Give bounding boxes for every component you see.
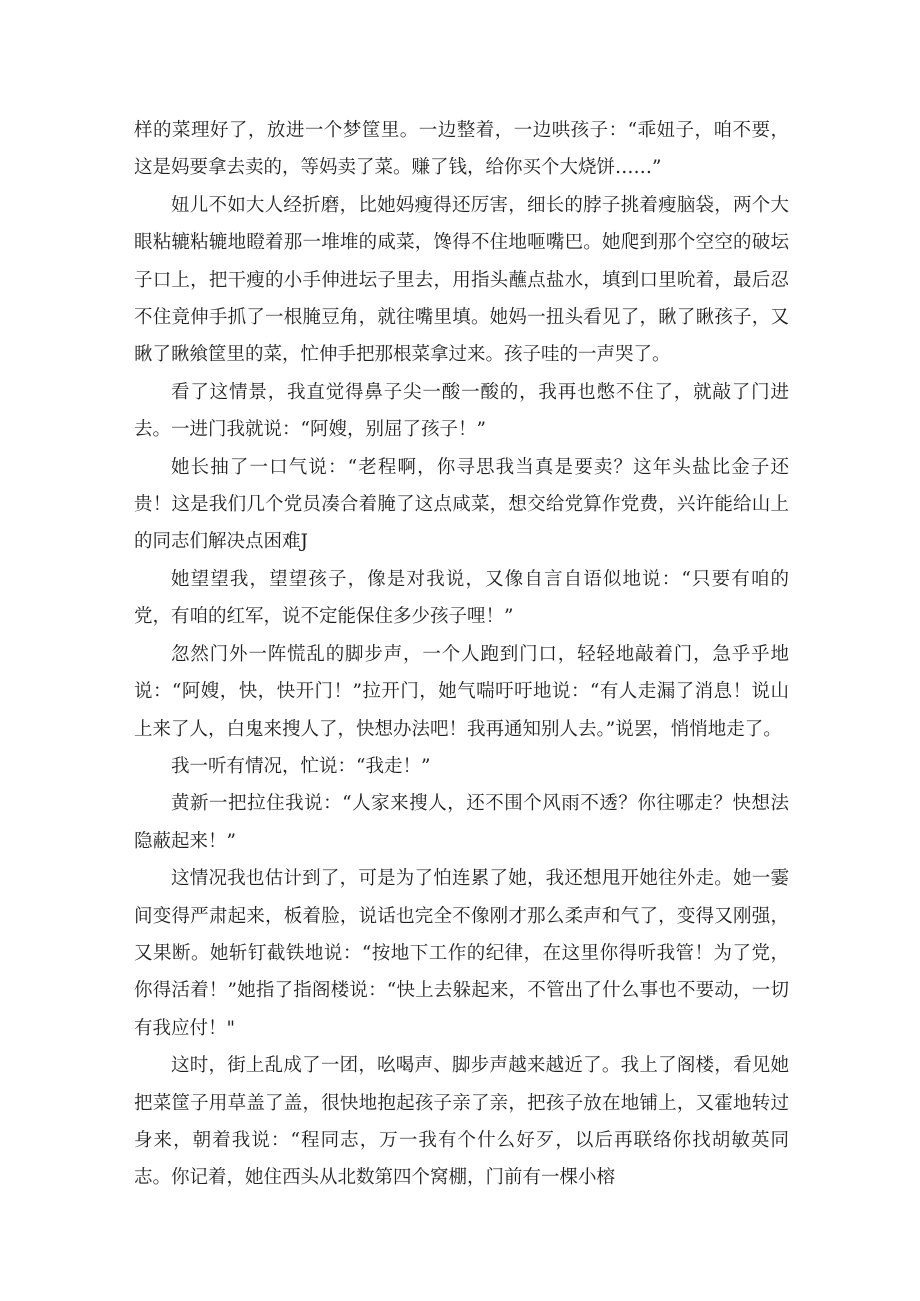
paragraph-i-go: 我一听有情况，忙说：“我走！” <box>171 755 431 777</box>
paragraph-niuer: 妞儿不如大人经折磨，比她妈瘦得还厉害，细长的脖子挑着瘦脑袋，两个大眼粘辘粘辘地瞪着那一堆堆的咸菜，馋得不住地咂嘴巴。她爬到那个空空的破坛子口上，把干瘦的小手伸进坛子里去，用指头蘸点盐水，填到口里吮着，最后忍不住竟伸手抓了一根腌豆角，就往嘴里填。她妈一扭头看见了，瞅了瞅孩子，又瞅了瞅飨筐里的菜，忙伸手把那根菜拿过来。孩子哇的一声哭了。 <box>134 194 789 366</box>
paragraph-party-dues: 她长抽了一口气说：“老程啊，你寻思我当真是要卖？这年头盐比金子还贵！这是我们几个党员凑合着腌了这点咸菜，想交给党算作党费，兴许能给山上的同志们解决点困难J <box>134 456 789 553</box>
paragraph-knock-door: 看了这情景，我直觉得鼻子尖一酸一酸的，我再也憋不住了，就敲了门进去。一进门我就说：“阿嫂，别屈了孩子！” <box>134 381 789 441</box>
paragraph-footsteps: 忽然门外一阵慌乱的脚步声，一个人跑到门口，轻轻地敲着门，急乎乎地说：“阿嫂，快，快开门！”拉开门，她气喘吁吁地说：“有人走漏了消息！说山上来了人，白鬼来搜人了，快想办法吧！我再通知别人去。”说罢，悄悄地走了。 <box>134 643 789 740</box>
body-text <box>134 112 789 1197</box>
paragraph-only-party: 她望望我，望望孩子，像是对我说，又像自言自语似地说：“只要有咱的党，有咱的红军，说不定能保住多少孩子哩！” <box>134 568 789 628</box>
paragraph-attic: 这时，街上乱成了一团，吆喝声、脚步声越来越近了。我上了阁楼，看见她把菜筐子用草盖了盖，很快地抱起孩子亲了亲，把孩子放在地铺上，又霍地转过身来，朝着我说：“程同志，万一我有个什么好歹，以后再联络你找胡敏英同志。你记着，她住西头从北数第四个窝棚，门前有一棵小榕 <box>134 1055 789 1189</box>
paragraph-discipline: 这情况我也估计到了，可是为了怕连累了她，我还想甩开她往外走。她一霎间变得严肃起来，板着脸，说话也完全不像刚才那么柔声和气了，变得又刚强，又果断。她斩钉截铁地说：“按地下工作的纪律，在这里你得听我管！为了党，你得活着！”她指了指阁楼说：“快上去躲起来，不管出了什么事也不要动，一切有我应付！" <box>134 868 789 1039</box>
paragraph-huang-xin: 黄新一把拉住我说：“人家来搜人，还不围个风雨不透？你往哪走？快想法隐蔽起来！” <box>134 793 789 852</box>
paragraph-continued: 样的菜理好了，放进一个梦筐里。一边整着，一边哄孩子：“乖妞子，咱不要，这是妈要拿去卖的，等妈卖了菜。赚了钱，给你买个大烧饼……” <box>134 120 789 179</box>
